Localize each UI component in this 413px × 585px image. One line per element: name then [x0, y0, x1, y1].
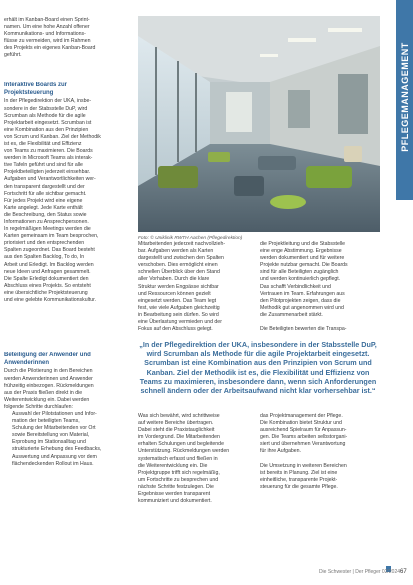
body-line: Karte angelegt. Jede Karte enthält — [4, 204, 83, 211]
body-line: nächste Schritte festzulegen. Die — [138, 483, 214, 490]
body-line: einheitliche, transparente Projekt- — [260, 476, 338, 483]
intro-line: namen. Um eine hohe Anzahl offener — [4, 24, 90, 31]
body-line: In der Pflegedirektion der UKA, insbe- — [4, 98, 92, 105]
body-line: aus den Spalten Backlog, To do, In — [4, 254, 85, 261]
body-line: In regelmäßigen Meetings werden die — [4, 226, 91, 233]
section-heading: Projektsteuerung — [4, 90, 54, 97]
section-participation — [4, 352, 132, 566]
section-sidebar-tab — [396, 0, 413, 200]
body-line: Vertrauen im Team. Erfahrungen aus — [260, 290, 345, 297]
photo-illustration — [138, 16, 380, 232]
body-line: siert und übernehmen Verantwortung — [260, 441, 346, 448]
body-line: und werden kontinuierlich gepflegt. — [260, 276, 341, 283]
body-line: kommuniziert und dokumentiert. — [138, 498, 212, 505]
body-line: Aufgaben und Verantwortlichkeiten wer- — [4, 176, 96, 183]
body-line: das Projektmanagement der Pflege. — [260, 413, 343, 419]
body-line: folgende Schritte durchlaufen: — [4, 403, 73, 410]
body-line: um Fortschritte zu besprechen und — [138, 476, 219, 483]
body-line: Scrumban als Methode für die agile — [4, 112, 86, 119]
intro-line: erhält im Kanban-Board einen Sprint- — [4, 17, 90, 23]
list-line: Schulung der Mitarbeitenden vor Ort — [12, 425, 96, 432]
body-line: in Bearbeitung sein dürfen. So wird — [138, 311, 219, 318]
intro-line: des Projekts ein eigenes Kanban-Board — [4, 45, 96, 52]
list-line: Erprobung im Stationsalltag und — [12, 439, 86, 446]
section-body — [4, 368, 132, 411]
body-line: priorisiert und den entsprechenden — [4, 240, 85, 247]
section-heading: Beteiligung der Anwender und — [4, 352, 91, 358]
body-line: verschoben. Dies ermöglicht einen — [138, 262, 218, 269]
body-line: eine Überlastung vermieden und der — [138, 319, 222, 326]
list-line: Auswertung und Anpassung vor dem — [12, 453, 97, 460]
section-heading: Anwenderinnen — [4, 360, 50, 367]
body-line: die Projektleitung und die Stabsstelle — [260, 241, 346, 247]
body-line: Informationen zu Ansprechpersonen. — [4, 219, 89, 225]
body-line: aus der Praxis fließen direkt in die — [4, 389, 83, 396]
body-line: neue Ideen und Anfragen gesammelt. — [4, 268, 91, 275]
body-line: erhalten Schulungen und begleitende — [138, 441, 224, 448]
numbered-list — [4, 411, 132, 468]
body-line: Fortschritt für alle sichtbar gemacht. — [4, 190, 87, 197]
body-line — [260, 456, 384, 463]
body-line — [260, 319, 384, 326]
body-line: auf weitere Bereiche übertragen. — [138, 420, 214, 427]
column-3-middle — [260, 241, 384, 333]
section-interactive-boards — [4, 82, 132, 337]
body-line: und Ressourcen können gezielt — [138, 290, 211, 297]
body-line: Fokus auf den Abschluss gelegt. — [138, 326, 213, 333]
list-line: strukturierte Erhebung des Feedbacks, — [12, 446, 102, 453]
body-line: im Vordergrund. Die Mitarbeitenden — [138, 434, 220, 441]
body-line: für ihre Aufgaben. — [260, 448, 301, 455]
body-line: Projektgruppe trifft sich regelmäßig, — [138, 469, 220, 476]
body-line: eine übersichtliche Projektsteuerung — [4, 289, 88, 296]
body-line: sondere in der Stabsstelle DuP, wird — [4, 105, 88, 112]
intro-line: geführt. — [4, 52, 22, 59]
body-line: Weiterentwicklung ein. Dabei werden — [4, 396, 90, 403]
body-line: Arbeit und Erledigt. Im Backlog werden — [4, 261, 94, 268]
body-line: Für jedes Projekt wird eine eigene — [4, 197, 83, 204]
page-number: 67 — [400, 569, 407, 575]
body-line: Methodik gut angenommen wird und — [260, 304, 344, 311]
body-line: sind für alle Beteiligten zugänglich — [260, 269, 339, 276]
body-line: Die Beteiligten bewerten die Transpa- — [260, 326, 347, 333]
list-line: Auswahl der Pilotstationen und Infor- — [12, 410, 97, 417]
body-line: frühzeitig einbezogen. Rückmeldungen — [4, 382, 94, 389]
sidebar-label: PFLEGEMANAGEMENT — [400, 42, 410, 152]
pull-quote: „In der Pflegedirektion der UKA, insbesondere in der Stabsstelle DuP, wird Scrumban als Methode für die agile Projektarbeit eingesetzt. Scrumban ist eine Kombination aus den Prinzipien von Scrum und Kanban. Ziel der Methodik ist es, die Flexibilität und Effizienz von Teams zu maximieren, insbesondere dann, wenn sich Anforderungen schnell ändern oder der Arbeitsaufwand nicht klar vorhersehbar ist.“ — [139, 340, 377, 396]
body-line: ist es, die Flexibilität und Effizienz — [4, 140, 82, 147]
intro-line: Kommunikations- und Informations- — [4, 31, 86, 38]
body-line: den transparent dargestellt und der — [4, 183, 85, 190]
body-line: die Beschreibung, den Status sowie — [4, 211, 87, 218]
body-line: werden in Microsoft Teams als interak- — [4, 155, 93, 162]
body-line: Die Spalte Erledigt dokumentiert den — [4, 275, 89, 282]
body-line: eingesetzt werden. Das Team legt — [138, 297, 217, 304]
body-line: Abschluss eines Projekts. So entsteht — [4, 282, 91, 289]
body-line: Projektarbeit eingesetzt. Scrumban ist — [4, 119, 92, 126]
body-line: von Teams zu maximieren. Die Boards — [4, 148, 93, 155]
list-line: mation der beteiligten Teams, — [12, 418, 80, 425]
column-2-middle — [138, 241, 254, 333]
footer-journal: Die Schwester | Der Pfleger 02/2024 — [318, 569, 400, 575]
body-line: ausreichend Spielraum für Anpassun- — [260, 427, 347, 434]
body-line: bar. Aufgaben werden als Karten — [138, 248, 214, 255]
body-line: werden dokumentiert und für weitere — [260, 255, 345, 262]
column-3-bottom — [260, 413, 384, 563]
body-line: dargestellt und zwischen den Spalten — [138, 255, 224, 262]
body-line: Ergebnisse werden transparent — [138, 491, 211, 498]
body-line: von Scrum und Kanban. Ziel der Methodik — [4, 133, 101, 140]
body-line: Projekte nutzbar gemacht. Die Boards — [260, 262, 348, 269]
column-1-top — [4, 17, 132, 69]
body-line: Dabei steht die Praxistauglichkeit — [138, 427, 215, 434]
body-line: Mitarbeitenden jederzeit nachvollzieh- — [138, 241, 226, 247]
body-line: eine enge Abstimmung. Ergebnisse — [260, 248, 342, 255]
body-line: ist bereits in Planung. Ziel ist eine — [260, 469, 338, 476]
body-line: Was sich bewährt, wird schrittweise — [138, 413, 220, 419]
list-line: sowie Bereitstellung von Material, — [12, 432, 90, 439]
body-line: aller Vorhaben. Durch die klare — [138, 276, 210, 283]
body-line: Die Kombination bietet Struktur und — [260, 420, 342, 427]
body-line: den Pilotprojekten zeigen, dass die — [260, 297, 341, 304]
body-line: die Zusammenarbeit stärkt. — [260, 311, 323, 318]
body-line: die Weiterentwicklung ein. Die — [138, 462, 208, 469]
body-line: Die Umsetzung in weiteren Bereichen — [260, 462, 347, 469]
body-line: und eine gelebte Kommunikationskultur. — [4, 297, 96, 304]
intro-line: flüsse zu vermeiden, wird im Rahmen — [4, 38, 91, 45]
list-line: flächendeckenden Rollout im Haus. — [12, 460, 94, 467]
body-line: Unterstützung. Rückmeldungen werden — [138, 448, 230, 455]
body-line: Das schafft Verbindlichkeit und — [260, 283, 331, 290]
column-2-bottom — [138, 413, 254, 563]
section-body — [4, 98, 132, 304]
body-line: Projektbeteiligten jederzeit einsehbar. — [4, 169, 91, 176]
body-line: gen. Die Teams arbeiten selbstorgani- — [260, 434, 348, 441]
body-line: fest, wie viele Aufgaben gleichzeitig — [138, 304, 220, 311]
section-heading: Interaktive Boards zur — [4, 82, 68, 88]
body-line: tive Tafeln geführt und sind für alle — [4, 162, 83, 169]
body-line: eine Kombination aus den Prinzipien — [4, 126, 89, 133]
hospital-corridor-photo — [138, 16, 380, 232]
body-line: steuerung für die gesamte Pflege. — [260, 483, 338, 490]
body-line: werden Anwenderinnen und Anwender — [4, 375, 93, 382]
body-line: Durch die Pilotierung in den Bereichen — [4, 368, 93, 375]
photo-caption: Foto: © Uniklinik RWTH Aachen (Pflegedirektion) — [138, 236, 243, 241]
body-line: systematisch erfasst und fließen in — [138, 455, 218, 462]
body-line: Karten gemeinsam im Team besprochen, — [4, 233, 99, 240]
body-line: Spalten zugeordnet. Das Board besteht — [4, 247, 95, 254]
body-line: schnellen Überblick über den Stand — [138, 269, 220, 276]
body-line: Struktur werden Engpässe sichtbar — [138, 283, 219, 290]
